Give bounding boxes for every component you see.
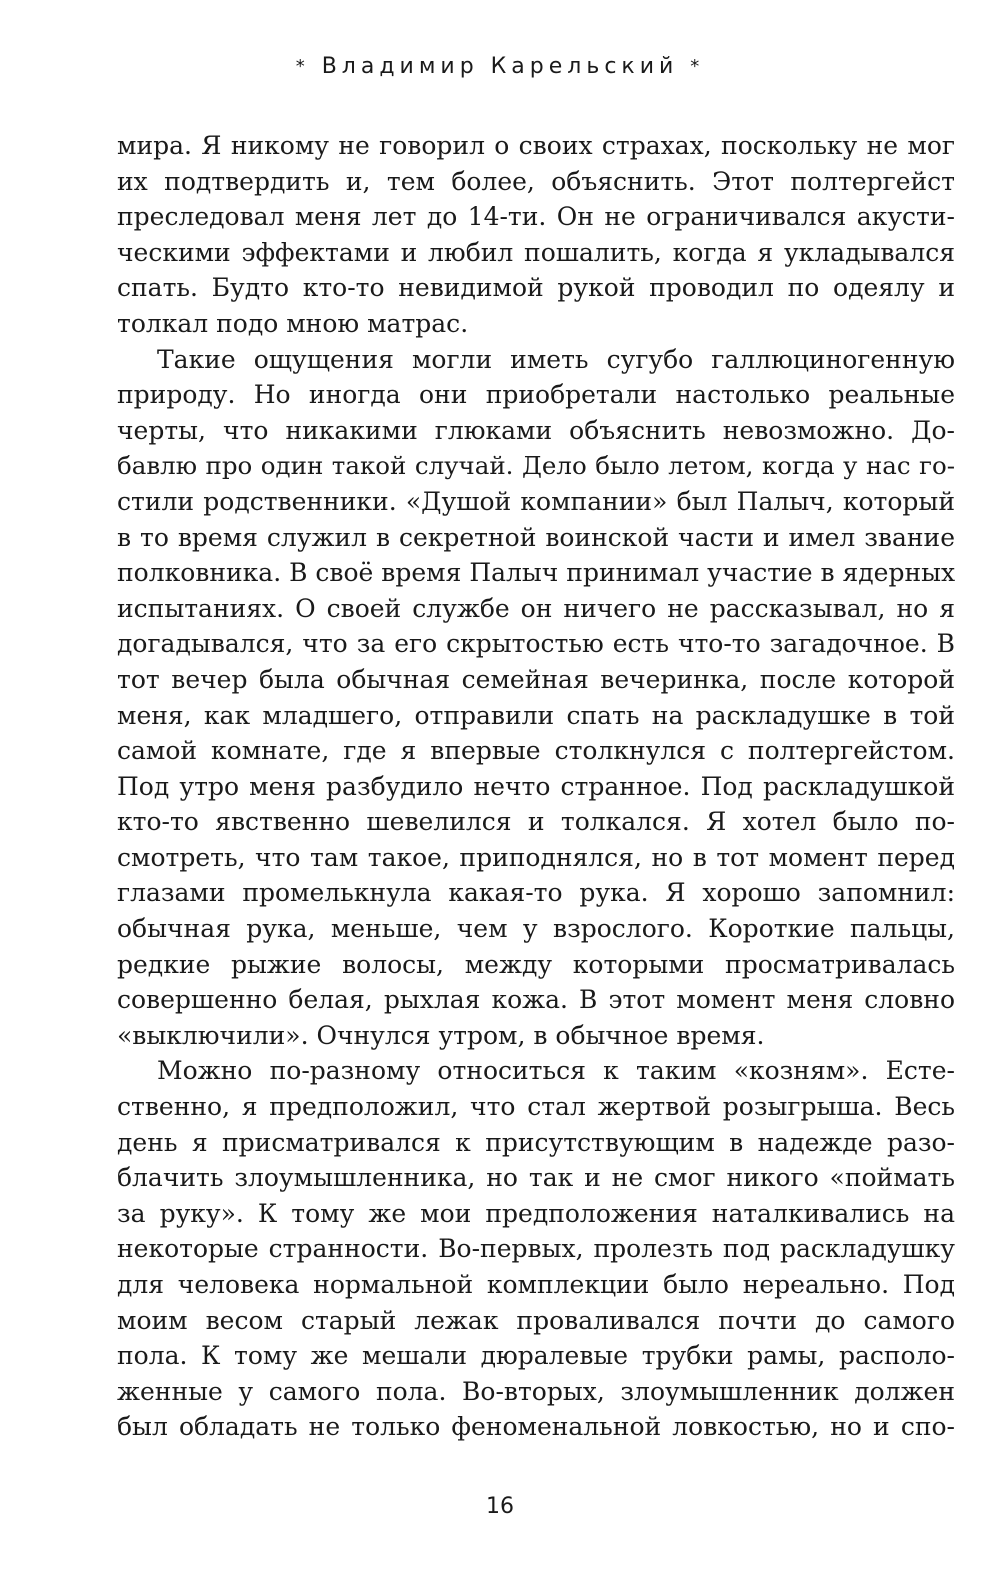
- text-line: ственно, я предположил, что стал жертвой розыгрыша. Весь: [117, 1092, 955, 1122]
- text-line: испытаниях. О своей службе он ничего не рассказывал, но я: [117, 593, 955, 623]
- author-name: Владимир Карельский: [321, 54, 679, 79]
- text-line: бавлю про один такой случай. Дело было летом, когда у нас го-: [117, 451, 955, 481]
- text-line: «выключили». Очнулся утром, в обычное время.: [117, 1020, 765, 1050]
- text-line: Можно по-разному относиться к таким «козням». Есте-: [157, 1056, 955, 1086]
- text-line: смотреть, что там такое, приподнялся, но в тот момент перед: [117, 842, 955, 872]
- text-line: для человека нормальной комплекции было нереально. Под: [117, 1270, 955, 1299]
- text-line: обычная рука, меньше, чем у взрослого. Короткие пальцы,: [117, 914, 955, 944]
- text-line: спать. Будто кто-то невидимой рукой проводил по одеялу и: [117, 273, 955, 303]
- text-line: самой комнате, где я впервые столкнулся с полтергейстом.: [117, 736, 955, 766]
- text-line: блачить злоумышленника, но так и не смог никого «поймать: [117, 1163, 955, 1193]
- text-line: их подтвердить и, тем более, объяснить. Этот полтергейст: [117, 166, 955, 196]
- text-line: женные у самого пола. Во-вторых, злоумышленник должен: [117, 1376, 955, 1406]
- text-line: совершенно белая, рыхлая кожа. В этот момент меня словно: [117, 985, 955, 1015]
- text-line: природу. Но иногда они приобретали настолько реальные: [117, 380, 955, 410]
- text-line: был обладать не только феноменальной ловкостью, но и спо-: [117, 1412, 955, 1442]
- text-line: Такие ощущения могли иметь сугубо галлюциногенную: [157, 344, 955, 374]
- text-line: пола. К тому же мешали дюралевые трубки рамы, располо-: [117, 1341, 955, 1371]
- text-line: редкие рыжие волосы, между которыми просматривалась: [117, 949, 955, 979]
- text-line: полковника. В своё время Палыч принимал участие в ядерных: [117, 558, 955, 588]
- text-line: преследовал меня лет до 14-ти. Он не ограничивался акусти-: [117, 202, 955, 232]
- ornament-star-right: *: [690, 56, 705, 77]
- text-line: моим весом старый лежак проваливался почти до самого: [117, 1305, 955, 1335]
- text-line: Под утро меня разбудило нечто странное. Под раскладушкой: [117, 771, 955, 801]
- text-line: ческими эффектами и любил пошалить, когда я укладывался: [117, 237, 955, 267]
- body-text: [117, 128, 955, 1445]
- text-line: кто-то явственно шевелился и толкался. Я хотел было по-: [117, 807, 955, 837]
- text-line: стили родственники. «Душой компании» был Палыч, который: [117, 486, 955, 516]
- page-number: 16: [486, 1494, 514, 1519]
- text-line: за руку». К тому же мои предположения наталкивались на: [117, 1198, 955, 1228]
- text-line: толкал подо мною матрас.: [117, 308, 469, 338]
- text-line: в то время служил в секретной воинской части и имел звание: [117, 522, 955, 552]
- ornament-star-left: *: [295, 56, 310, 77]
- text-line: мира. Я никому не говорил о своих страхах, поскольку не мог: [117, 131, 955, 160]
- text-line: меня, как младшего, отправили спать на раскладушке в той: [117, 700, 955, 730]
- text-line: черты, что никакими глюками объяснить невозможно. До-: [117, 415, 955, 445]
- text-line: день я присматривался к присутствующим в надежде разо-: [117, 1127, 955, 1157]
- text-line: глазами промелькнула какая-то рука. Я хорошо запомнил:: [117, 878, 955, 908]
- text-line: тот вечер была обычная семейная вечеринка, после которой: [117, 664, 955, 694]
- text-line: некоторые странности. Во-первых, пролезть под раскладушку: [117, 1234, 955, 1264]
- running-header: [0, 52, 1000, 82]
- text-line: догадывался, что за его скрытостью есть что-то загадочное. В: [117, 629, 955, 659]
